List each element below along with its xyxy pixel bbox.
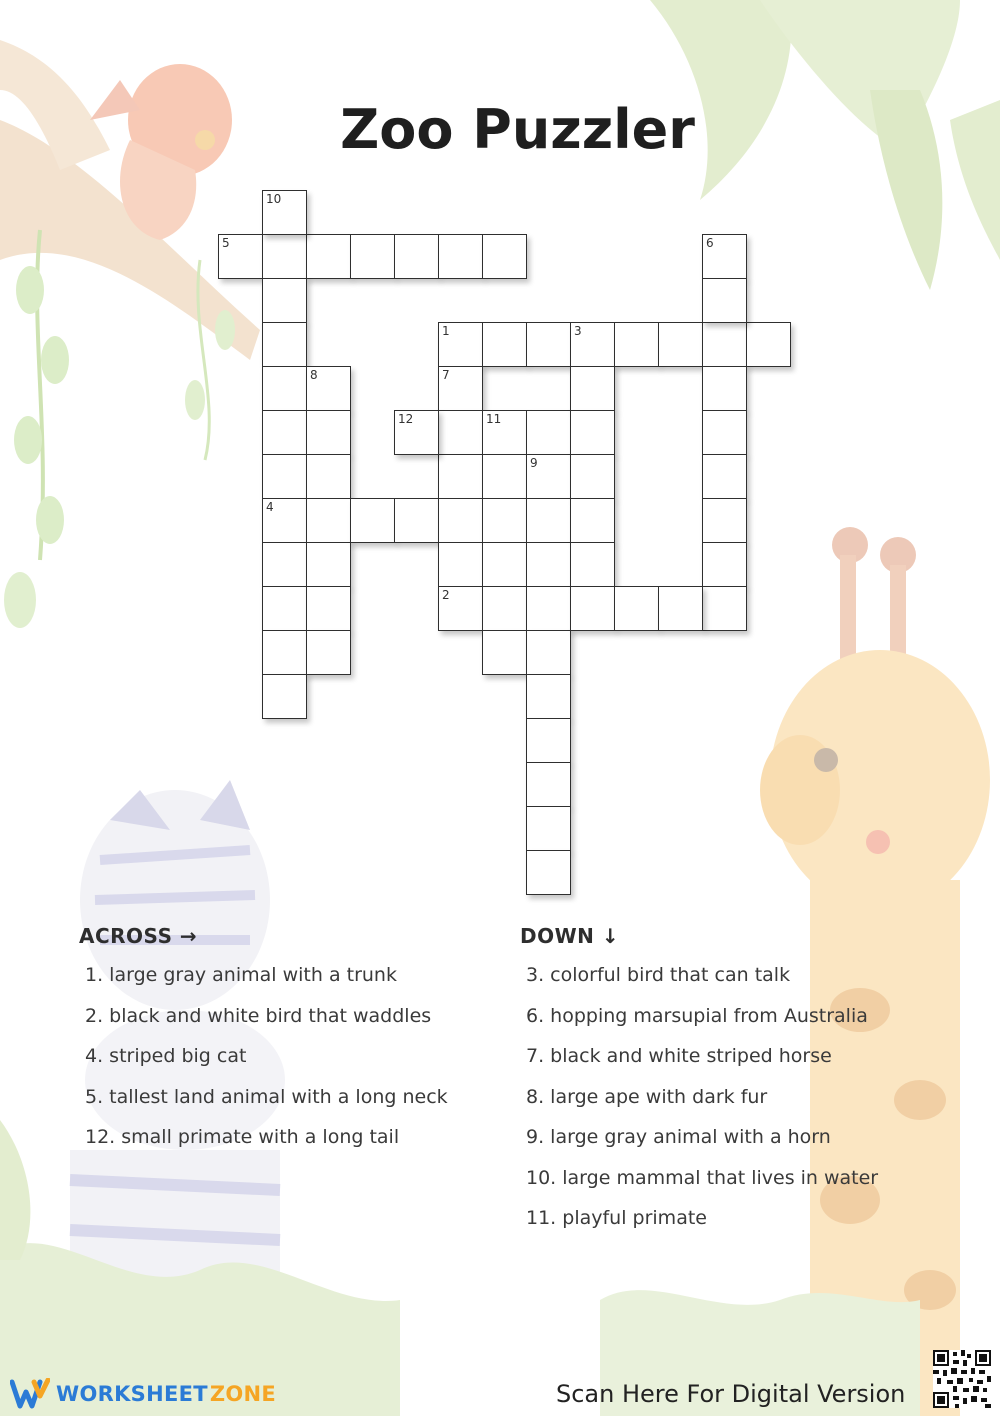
grid-cell[interactable]: [526, 762, 571, 807]
grid-cell[interactable]: [526, 806, 571, 851]
grid-cell[interactable]: [306, 542, 351, 587]
down-clue: 10. large mammal that lives in water: [526, 1166, 879, 1189]
down-clue-list: [526, 963, 878, 1247]
down-clue: 11. playful primate: [526, 1207, 707, 1229]
grid-cell[interactable]: [482, 322, 527, 367]
logo-word-zone: ZONE: [209, 1382, 277, 1406]
scan-prompt-text: Scan Here For Digital Version: [556, 1380, 906, 1408]
clue-number: 2: [442, 588, 450, 602]
grid-cell[interactable]: [570, 322, 615, 367]
clue-number: 3: [574, 324, 582, 338]
grid-cell[interactable]: [306, 586, 351, 631]
grid-cell[interactable]: [438, 234, 483, 279]
grid-cell[interactable]: [482, 586, 527, 631]
grid-cell[interactable]: [438, 498, 483, 543]
grid-cell[interactable]: [570, 542, 615, 587]
grid-cell[interactable]: [482, 410, 527, 455]
grid-cell[interactable]: [658, 322, 703, 367]
grid-cell[interactable]: [262, 586, 307, 631]
grid-cell[interactable]: [702, 322, 747, 367]
w-logo-icon: [10, 1378, 50, 1410]
grid-cell[interactable]: [438, 454, 483, 499]
grid-cell[interactable]: [306, 366, 351, 411]
grid-cell[interactable]: [262, 542, 307, 587]
grid-cell[interactable]: [702, 454, 747, 499]
grid-cell[interactable]: [394, 234, 439, 279]
down-clue: 6. hopping marsupial from Australia: [526, 1004, 868, 1027]
across-clue: 1. large gray animal with a trunk: [85, 964, 397, 986]
grid-cell[interactable]: [394, 498, 439, 543]
page-title: Zoo Puzzler: [340, 98, 695, 161]
across-clue-list: [85, 963, 448, 1166]
grid-cell[interactable]: [570, 586, 615, 631]
grid-cell[interactable]: [702, 366, 747, 411]
grid-cell[interactable]: [262, 278, 307, 323]
clue-number: 5: [222, 236, 230, 250]
grid-cell[interactable]: [702, 278, 747, 323]
grid-cell[interactable]: [394, 410, 439, 455]
clue-number: 7: [442, 368, 450, 382]
grid-cell[interactable]: [570, 366, 615, 411]
grid-cell[interactable]: [526, 542, 571, 587]
grid-cell[interactable]: [658, 586, 703, 631]
grid-cell[interactable]: [526, 322, 571, 367]
grid-cell[interactable]: [526, 674, 571, 719]
clue-number: 8: [310, 368, 318, 382]
across-clue: 12. small primate with a long tail: [85, 1126, 400, 1148]
clue-number: 6: [706, 236, 714, 250]
grid-cell[interactable]: [482, 630, 527, 675]
grid-cell[interactable]: [526, 498, 571, 543]
grid-cell[interactable]: [262, 410, 307, 455]
grid-cell[interactable]: [614, 586, 659, 631]
grid-cell[interactable]: [526, 586, 571, 631]
grid-cell[interactable]: [262, 366, 307, 411]
grid-cell[interactable]: [262, 322, 307, 367]
across-clue: 5. tallest land animal with a long neck: [85, 1085, 448, 1108]
grid-cell[interactable]: [482, 234, 527, 279]
down-heading: DOWN ↓: [520, 924, 620, 948]
grid-cell[interactable]: [702, 586, 747, 631]
worksheet-zone-logo[interactable]: [10, 1378, 276, 1410]
grid-cell[interactable]: [526, 850, 571, 895]
across-heading: ACROSS →: [79, 924, 198, 948]
grid-cell[interactable]: [350, 234, 395, 279]
grid-cell[interactable]: [438, 322, 483, 367]
across-clue: 2. black and white bird that waddles: [85, 1004, 432, 1027]
grid-cell[interactable]: [306, 498, 351, 543]
grid-cell[interactable]: [262, 454, 307, 499]
grid-cell[interactable]: [262, 630, 307, 675]
grid-cell[interactable]: [702, 542, 747, 587]
grid-cell[interactable]: [526, 718, 571, 763]
grid-cell[interactable]: [438, 586, 483, 631]
qr-code-icon[interactable]: [933, 1350, 991, 1408]
grid-cell[interactable]: [526, 630, 571, 675]
clue-number: 10: [266, 192, 282, 206]
down-clue: 7. black and white striped horse: [526, 1045, 832, 1067]
clue-number: 1: [442, 324, 450, 338]
grid-cell[interactable]: [350, 498, 395, 543]
down-clue: 3. colorful bird that can talk: [526, 964, 791, 986]
grid-cell[interactable]: [438, 366, 483, 411]
grid-cell[interactable]: [306, 630, 351, 675]
grid-cell[interactable]: [262, 190, 307, 235]
clue-number: 9: [530, 456, 538, 470]
grid-cell[interactable]: [482, 542, 527, 587]
grid-cell[interactable]: [746, 322, 791, 367]
grid-cell[interactable]: [438, 542, 483, 587]
grid-cell[interactable]: [570, 498, 615, 543]
clue-number: 4: [266, 500, 274, 514]
grid-cell[interactable]: [306, 234, 351, 279]
grid-cell[interactable]: [482, 498, 527, 543]
down-clue: 9. large gray animal with a horn: [526, 1126, 831, 1148]
grid-cell[interactable]: [262, 498, 307, 543]
grid-cell[interactable]: [438, 410, 483, 455]
grid-cell[interactable]: [306, 410, 351, 455]
grid-cell[interactable]: [570, 454, 615, 499]
grid-cell[interactable]: [702, 410, 747, 455]
grid-cell[interactable]: [262, 234, 307, 279]
grid-cell[interactable]: [570, 410, 615, 455]
grid-cell[interactable]: [526, 454, 571, 499]
down-clue: 8. large ape with dark fur: [526, 1085, 768, 1108]
grid-cell[interactable]: [702, 234, 747, 279]
clue-number: 11: [486, 412, 502, 426]
grid-cell[interactable]: [614, 322, 659, 367]
logo-word-worksheet: WORKSHEET: [56, 1382, 208, 1406]
grid-cell[interactable]: [482, 454, 527, 499]
grid-cell[interactable]: [262, 674, 307, 719]
clue-number: 12: [398, 412, 414, 426]
grid-cell[interactable]: [702, 498, 747, 543]
grid-cell[interactable]: [306, 454, 351, 499]
grid-cell[interactable]: [526, 410, 571, 455]
grid-cell[interactable]: [218, 234, 263, 279]
across-clue: 4. striped big cat: [85, 1045, 247, 1067]
